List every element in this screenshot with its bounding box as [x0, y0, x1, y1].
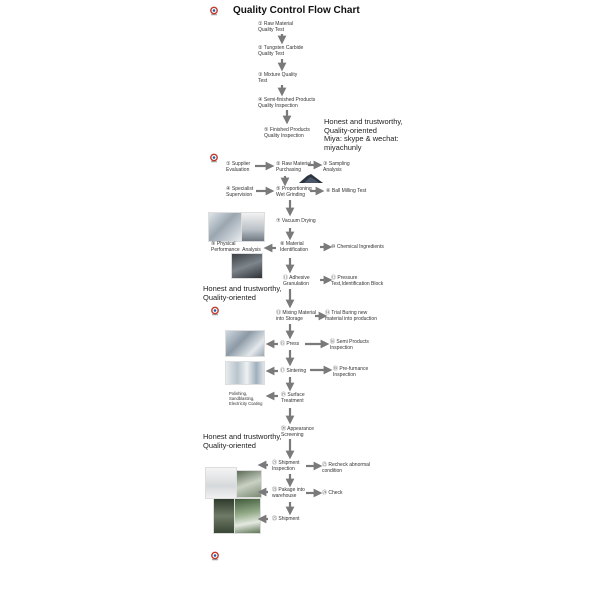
step-supplier-evaluation: ① Supplier Evaluation: [226, 161, 251, 173]
powder-pile-image: [298, 172, 324, 184]
step-semi-products-inspection: ⑯ Semi Products Inspection: [330, 339, 369, 351]
step-adhesive-granulation: ⑪ Adhesive Granulation: [283, 275, 310, 287]
step-mixture-quality-test: ③ Mixture Quality Test: [258, 72, 298, 84]
step-sampling-analysis: ③ Sampling Analysis: [323, 161, 350, 173]
shipment-boxes-photo: [205, 467, 237, 499]
step-trial-baking: ⑭ Trial Buring new material into production: [325, 310, 377, 322]
step-specialist-supervision: ④ Specialist Supervision: [226, 186, 254, 198]
chart-title: Quality Control Flow Chart: [233, 5, 360, 16]
tagline-contact: Honest and trustworthy, Quality-oriented Miya: skype & wechat: miyachunly: [324, 117, 403, 152]
step-package-warehouse: ㉓ Pakage into warehouse: [272, 487, 305, 499]
sintering-furnace-photo: [225, 361, 265, 385]
tagline-3: Honest and trustworthy, Quality-oriented: [203, 432, 282, 450]
company-logo: [209, 153, 219, 163]
step-sintering: ⑰ Sintering: [280, 368, 307, 374]
step-mixing-material-storage: ⑬ Mixing Material into Storage: [276, 310, 317, 322]
step-appearance-screening: ⑳ Appearance Screening: [281, 426, 315, 438]
step-material-identification: ⑧ Material Identification: [280, 241, 309, 253]
step-surface-treatment: ⑲ Surface Treatment: [281, 392, 305, 404]
step-semi-finished-inspection: ④ Semi-finished Products Quality Inspection: [258, 97, 316, 109]
step-chemical-ingredients: ⑩ Chemical Ingredients: [331, 244, 384, 250]
step-proportioning-wet-grinding: ⑤ Proportioning Wet Grinding: [276, 186, 312, 198]
step-physical-performance-analysis: ⑨ Physical Performance Analysis: [211, 241, 261, 253]
packaged-goods-photo: [234, 498, 261, 534]
step-finished-products-inspection: ⑤ Finished Products Quality Inspection: [264, 127, 310, 139]
warehouse-photo: [213, 498, 235, 534]
step-tungsten-carbide-quality-test: ② Tungsten Carbide Quality Test: [258, 45, 304, 57]
company-logo: [210, 306, 220, 316]
step-check: ㉔ Check: [322, 490, 343, 496]
analysis-machine-photo: [231, 253, 263, 279]
company-logo: [210, 551, 220, 561]
press-machine-photo: [225, 330, 265, 357]
step-press: ⑮ Press: [280, 341, 300, 347]
step-pressure-test: ⑫ Pressure Test,Identification Block: [331, 275, 384, 287]
tagline-2: Honest and trustworthy, Quality-oriented: [203, 284, 282, 302]
inspection-photo: [236, 470, 262, 498]
company-logo: [209, 6, 219, 16]
step-ball-milling-test: ⑥ Ball Milling Test: [326, 188, 367, 194]
lab-equipment-photo: [208, 212, 242, 242]
step-shipment-inspection: ㉑ Shipment Inspection: [272, 460, 300, 472]
step-shipment: ㉕ Shipment: [272, 516, 300, 522]
polishing-note: Polishing, Sandblasting, Electricity Coating: [229, 391, 263, 406]
step-raw-material-purchasing: ② Raw Material Purchasing: [276, 161, 312, 173]
step-vacuum-drying: ⑦ Vacuum Drying: [276, 218, 316, 224]
lab-instrument-photo: [241, 212, 265, 242]
step-recheck-abnormal: ㉒ Recheck abnormal condition: [322, 462, 371, 474]
step-pre-furnace-inspection: ⑱ Pre-furnance Inspection: [333, 366, 369, 378]
step-raw-material-quality-test: ① Raw Material Quality Test: [258, 21, 294, 33]
